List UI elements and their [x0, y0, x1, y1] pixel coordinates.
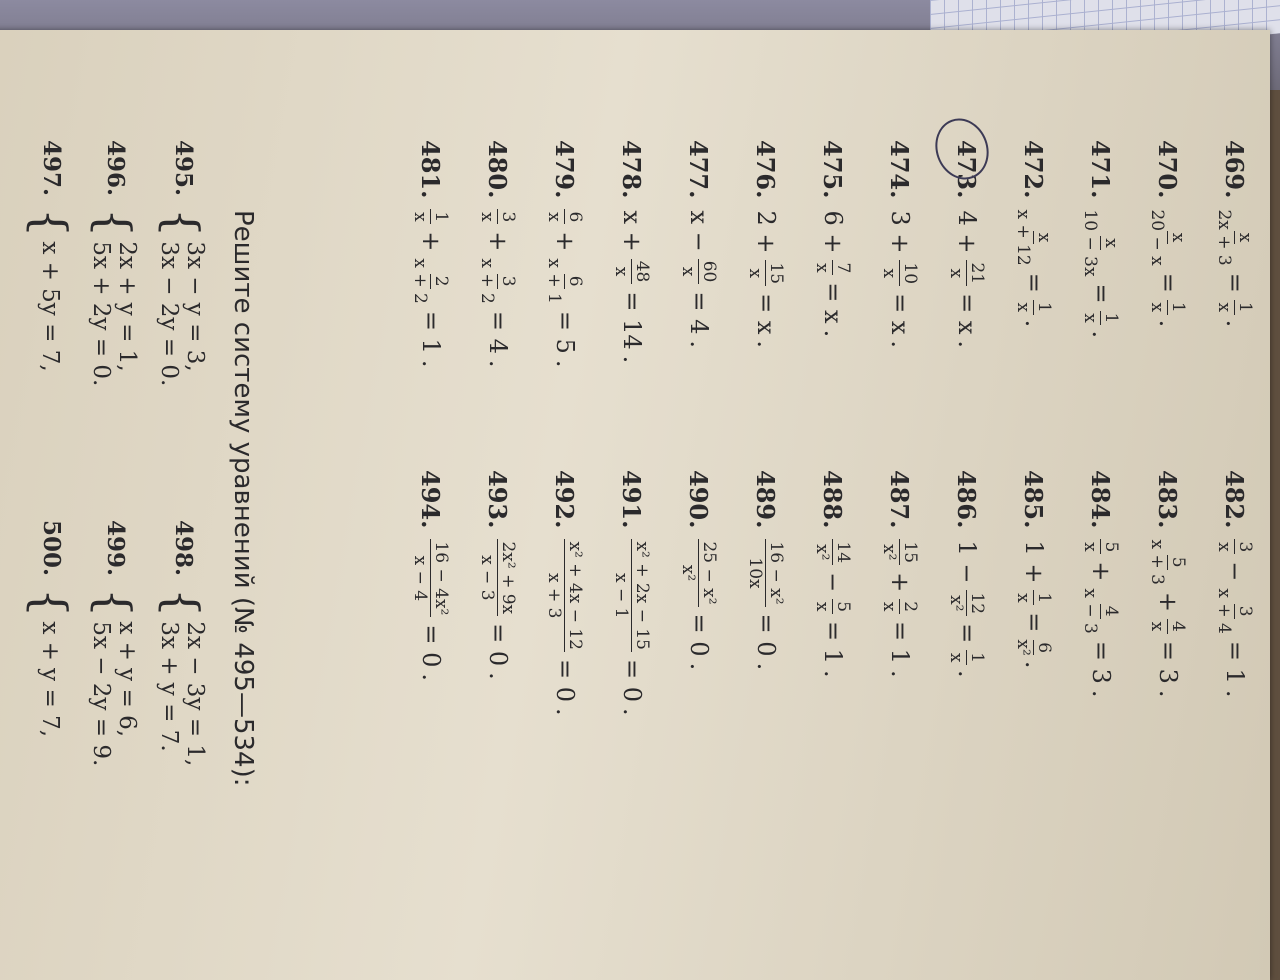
exercise-number: 488.: [818, 470, 848, 529]
exercise-number: 471.: [1086, 140, 1116, 199]
fraction: [746, 539, 787, 606]
equation-text: 1 −: [953, 540, 981, 584]
exercise-number: 491.: [617, 470, 647, 529]
denominator: 20 − x: [1147, 209, 1168, 266]
exercise-item: [1200, 140, 1270, 327]
equation-text: +: [484, 231, 512, 252]
denominator: x: [879, 268, 900, 279]
equation-end: .: [551, 359, 579, 368]
exercise-item: [1200, 470, 1270, 698]
exercise-item: [396, 470, 466, 681]
equation-text: +: [886, 572, 914, 593]
numerator: 3: [1235, 605, 1256, 617]
fraction: [545, 209, 586, 224]
system-line-1: x + y = 6,: [114, 621, 140, 738]
exercise-number: 499.: [102, 520, 129, 577]
equation-text: = 1: [417, 310, 445, 354]
exercise-number: 470.: [1153, 140, 1183, 199]
equation-text: = 0: [484, 623, 512, 667]
numerator: 16 − x²: [766, 541, 787, 605]
exercise-number: 479.: [550, 140, 580, 199]
denominator: x²: [879, 544, 900, 561]
system-line-1: 2x − 3y = 1,: [182, 621, 208, 767]
equation-end: .: [1154, 689, 1182, 698]
denominator: x: [946, 268, 967, 279]
exercise-item: [865, 470, 935, 678]
denominator: x − 3: [477, 555, 498, 601]
fraction: [1081, 311, 1122, 326]
numerator: 1: [1034, 301, 1055, 313]
numerator: 48: [632, 260, 653, 283]
equation-text: = 0: [618, 659, 646, 703]
numerator: 2: [431, 275, 452, 287]
fraction: [1215, 588, 1256, 633]
denominator: x²: [678, 564, 699, 582]
denominator: x²: [812, 544, 833, 561]
equation-text: = 0: [551, 659, 579, 703]
equation-text: x −: [685, 210, 713, 252]
equation-end: .: [1154, 319, 1182, 328]
fraction: [746, 260, 787, 286]
system-line-1: 3x − y = 3,: [182, 241, 208, 372]
numerator: 1: [1168, 301, 1189, 313]
numerator: 5: [833, 601, 854, 613]
system-lines: [156, 621, 208, 766]
equation-text: =: [1020, 272, 1048, 293]
exercise-item: [731, 470, 801, 670]
equation-text: =: [1087, 283, 1115, 304]
equation-text: = x: [886, 293, 914, 335]
equation-end: .: [618, 355, 646, 364]
numerator: 5: [1168, 556, 1189, 568]
equation-text: +: [551, 231, 579, 252]
numerator: 6: [1034, 642, 1055, 654]
fraction: [1081, 539, 1122, 554]
equation-system: [156, 520, 208, 766]
denominator: x: [1147, 302, 1168, 313]
fraction: [813, 599, 854, 614]
exercise-number: 485.: [1019, 470, 1049, 529]
fraction: [612, 259, 653, 285]
exercise-number: 496.: [102, 140, 129, 197]
equation-text: = 4: [685, 291, 713, 335]
fraction: [1014, 639, 1055, 655]
equation-text: 2 +: [752, 210, 780, 254]
exercise-number: 475.: [818, 140, 848, 199]
equation-text: +: [417, 231, 445, 252]
system-line-2: 5x − 2y = 9.: [88, 621, 114, 767]
exercise-item: [664, 140, 734, 348]
numerator: 10: [900, 262, 921, 285]
denominator: 2x + 3: [1214, 209, 1235, 266]
exercise-number: 476.: [751, 140, 781, 199]
fraction: [679, 259, 720, 285]
equation-end: .: [1221, 689, 1249, 698]
denominator: x + 1: [544, 258, 565, 304]
numerator: 2: [900, 601, 921, 613]
fraction: [1148, 539, 1189, 584]
equation-text: = x: [953, 293, 981, 335]
numerator: x² + 4x − 12: [565, 541, 586, 650]
system-lines: [156, 241, 208, 386]
fraction: [947, 590, 988, 616]
numerator: 2x² + 9x: [498, 541, 519, 615]
equation-text: = 0: [417, 624, 445, 668]
equation-text: = 14: [618, 291, 646, 350]
denominator: x + 12: [1013, 209, 1034, 266]
system-brace: {: [23, 588, 77, 618]
exercise-number: 482.: [1220, 470, 1250, 529]
equation-end: .: [1020, 660, 1048, 669]
numerator: x: [1235, 232, 1256, 243]
denominator: 10x: [745, 557, 766, 589]
fraction: [813, 539, 854, 565]
equation-end: .: [752, 340, 780, 349]
exercise-item: [1066, 470, 1136, 698]
equation-text: 4 +: [953, 210, 981, 254]
equation-system: [88, 140, 140, 386]
denominator: x − 1: [611, 572, 632, 619]
equation-text: =: [953, 623, 981, 644]
exercise-item: [1133, 470, 1203, 698]
equation-text: = 4: [484, 310, 512, 354]
fraction: [1215, 209, 1256, 265]
system-brace: {: [155, 588, 209, 618]
exercise-item: [597, 470, 667, 716]
fraction: [1148, 619, 1189, 634]
equation-text: = 1: [819, 621, 847, 665]
equation-end: .: [819, 329, 847, 338]
exercise-number: 484.: [1086, 470, 1116, 529]
equation-text: 6 +: [819, 210, 847, 254]
system-line-1: 2x + y = 1,: [114, 241, 140, 372]
system-line-2: 5x + 2y = 0.: [88, 241, 114, 387]
equation-text: x +: [618, 210, 646, 252]
fraction: [612, 539, 653, 652]
system-brace: {: [87, 208, 141, 238]
equation-end: .: [1087, 330, 1115, 339]
denominator: x + 4: [1214, 588, 1235, 634]
equation-text: =: [1020, 612, 1048, 633]
equation-text: = x: [819, 282, 847, 324]
system-line-1: x + y = 7,: [37, 621, 63, 738]
system-brace: {: [155, 208, 209, 238]
equation-end: .: [1020, 319, 1048, 328]
fraction: [411, 209, 452, 224]
exercise-number: 489.: [751, 470, 781, 529]
fraction: [813, 260, 854, 275]
denominator: x + 3: [1147, 539, 1168, 585]
numerator: 4: [1101, 605, 1122, 617]
denominator: x: [1214, 302, 1235, 313]
exercise-item: [999, 140, 1069, 327]
numerator: x: [1034, 232, 1055, 243]
exercise-item: [999, 470, 1069, 668]
fraction: [478, 258, 519, 303]
exercise-item: [1133, 140, 1203, 327]
exercise-number: 490.: [684, 470, 714, 529]
denominator: x: [611, 266, 632, 277]
fraction: [545, 539, 586, 652]
system-lines: [88, 241, 140, 386]
exercise-number: 480.: [483, 140, 513, 199]
exercise-number: 487.: [885, 470, 915, 529]
fraction: [1081, 209, 1122, 276]
denominator: x: [544, 212, 565, 222]
denominator: x²: [1013, 639, 1034, 656]
equation-end: .: [819, 670, 847, 678]
denominator: x − 3: [1080, 588, 1101, 634]
fraction: [880, 539, 921, 565]
system-line-2: 3x − 2y = 0.: [156, 241, 182, 387]
denominator: x: [745, 268, 766, 279]
fraction: [1081, 588, 1122, 633]
denominator: x: [1080, 542, 1101, 552]
exercise-number: 477.: [684, 140, 714, 199]
exercise-item: [396, 140, 466, 368]
equation-end: .: [953, 670, 981, 678]
numerator: 1: [1235, 301, 1256, 313]
equation-text: =: [1154, 272, 1182, 293]
exercise-item: [865, 140, 935, 348]
numerator: 25 − x²: [699, 541, 720, 605]
system-line-2: 3x + y = 7.: [156, 621, 182, 752]
system-brace: {: [87, 588, 141, 618]
equation-text: −: [1221, 561, 1249, 582]
denominator: x: [477, 212, 498, 222]
equation-text: = 1: [886, 621, 914, 665]
equation-end: .: [685, 662, 713, 671]
denominator: x: [1013, 593, 1034, 603]
equation-text: =: [1221, 272, 1249, 293]
fraction: [947, 650, 988, 665]
fraction: [1215, 539, 1256, 554]
numerator: 5: [1101, 541, 1122, 553]
system-brace: {: [23, 208, 77, 238]
equation-end: .: [953, 340, 981, 349]
exercise-number: 473.: [952, 140, 982, 199]
exercise-number: 478.: [617, 140, 647, 199]
equation-system: [88, 520, 140, 766]
numerator: 6: [565, 275, 586, 287]
exercise-number: 497.: [38, 140, 65, 197]
section-title: Решите систему уравнений (№ 495—534):: [228, 210, 258, 787]
numerator: 7: [833, 262, 854, 274]
equation-system: [23, 520, 77, 738]
equation-text: = 1: [1221, 640, 1249, 684]
denominator: x: [1147, 621, 1168, 632]
fraction: [411, 258, 452, 303]
denominator: x: [1214, 542, 1235, 552]
equation-text: +: [1154, 591, 1182, 613]
exercise-item: [664, 470, 734, 670]
exercise-number: 481.: [416, 140, 446, 199]
equation-end: .: [551, 708, 579, 716]
numerator: 14: [833, 541, 854, 564]
exercise-number: 495.: [170, 140, 197, 197]
numerator: 16 − 4x²: [431, 541, 452, 616]
equation-end: .: [417, 673, 445, 682]
numerator: 21: [967, 262, 988, 285]
exercise-number: 500.: [38, 520, 65, 577]
exercise-number: 469.: [1220, 140, 1250, 199]
equation-end: .: [484, 672, 512, 680]
equation-text: = 3: [1087, 640, 1115, 684]
denominator: x²: [946, 595, 967, 612]
equation-text: = x: [752, 293, 780, 335]
denominator: x + 3: [544, 572, 565, 619]
exercise-number: 483.: [1153, 470, 1183, 529]
exercise-number: 486.: [952, 470, 982, 529]
denominator: x: [879, 601, 900, 612]
equation-end: .: [1221, 319, 1249, 328]
exercise-item: [463, 140, 533, 368]
numerator: 1: [1101, 312, 1122, 324]
denominator: x: [1013, 302, 1034, 313]
exercise-item: [597, 140, 667, 363]
equation-text: = 5: [551, 310, 579, 354]
numerator: 3: [498, 275, 519, 287]
equation-end: .: [886, 670, 914, 678]
exercise-item: [798, 470, 868, 678]
exercise-item: [1066, 140, 1136, 338]
numerator: 6: [565, 211, 586, 223]
denominator: x: [1080, 313, 1101, 323]
equation-end: .: [752, 662, 780, 671]
equation-text: −: [819, 572, 847, 593]
denominator: x: [678, 266, 699, 277]
denominator: x + 2: [477, 258, 498, 304]
equation-text: 3 +: [886, 210, 914, 254]
exercise-number: 498.: [170, 520, 197, 577]
equation-end: .: [618, 708, 646, 716]
exercise-item: [463, 470, 533, 680]
equation-system: [156, 140, 208, 386]
system-lines: [88, 621, 140, 766]
denominator: x: [946, 652, 967, 663]
exercise-number: 492.: [550, 470, 580, 529]
equation-text: = 0: [752, 613, 780, 657]
fraction: [1014, 590, 1055, 605]
denominator: x + 2: [410, 258, 431, 304]
fraction: [947, 260, 988, 286]
fraction: [1215, 300, 1256, 315]
system-line-1: x + 5y = 7,: [37, 241, 63, 372]
fraction: [1014, 209, 1055, 265]
numerator: 1: [1034, 592, 1055, 604]
numerator: x² + 2x − 15: [632, 541, 653, 650]
equation-end: .: [1087, 689, 1115, 698]
fraction: [478, 539, 519, 616]
numerator: x: [1168, 232, 1189, 243]
exercise-number: 494.: [416, 470, 446, 529]
equation-text: 1 +: [1020, 540, 1048, 584]
fraction: [478, 209, 519, 224]
denominator: x: [410, 212, 431, 222]
fraction: [1148, 300, 1189, 315]
equation-end: .: [417, 359, 445, 368]
exercise-item: [530, 470, 600, 716]
numerator: x: [1101, 238, 1122, 248]
exercise-item: [731, 140, 801, 348]
numerator: 60: [699, 260, 720, 283]
system-lines: [37, 621, 63, 737]
numerator: 12: [967, 592, 988, 615]
numerator: 1: [967, 652, 988, 664]
denominator: x: [812, 263, 833, 273]
fraction: [1014, 300, 1055, 315]
exercise-number: 493.: [483, 470, 513, 529]
equation-text: = 3: [1154, 640, 1182, 684]
denominator: x − 4: [410, 555, 431, 602]
fraction: [1148, 209, 1189, 265]
numerator: 3: [498, 211, 519, 223]
equation-text: +: [1087, 561, 1115, 582]
exercise-number: 474.: [885, 140, 915, 199]
exercise-item: [932, 470, 1002, 678]
exercise-item: [530, 140, 600, 368]
system-lines: [37, 241, 63, 371]
equation-end: .: [886, 340, 914, 349]
numerator: 15: [900, 541, 921, 564]
numerator: 1: [431, 211, 452, 223]
fraction: [545, 258, 586, 303]
exercise-number: 472.: [1019, 140, 1049, 199]
numerator: 15: [766, 262, 787, 285]
equation-text: = 0: [685, 613, 713, 657]
equation-end: .: [685, 340, 713, 349]
numerator: 4: [1168, 621, 1189, 632]
denominator: 10 − 3x: [1080, 209, 1101, 277]
fraction: [411, 539, 452, 617]
fraction: [679, 539, 720, 606]
denominator: x: [812, 601, 833, 612]
fraction: [880, 260, 921, 286]
equation-system: [23, 140, 77, 372]
numerator: 3: [1235, 541, 1256, 553]
equation-end: .: [484, 359, 512, 368]
exercise-item: [798, 140, 868, 337]
fraction: [880, 599, 921, 614]
